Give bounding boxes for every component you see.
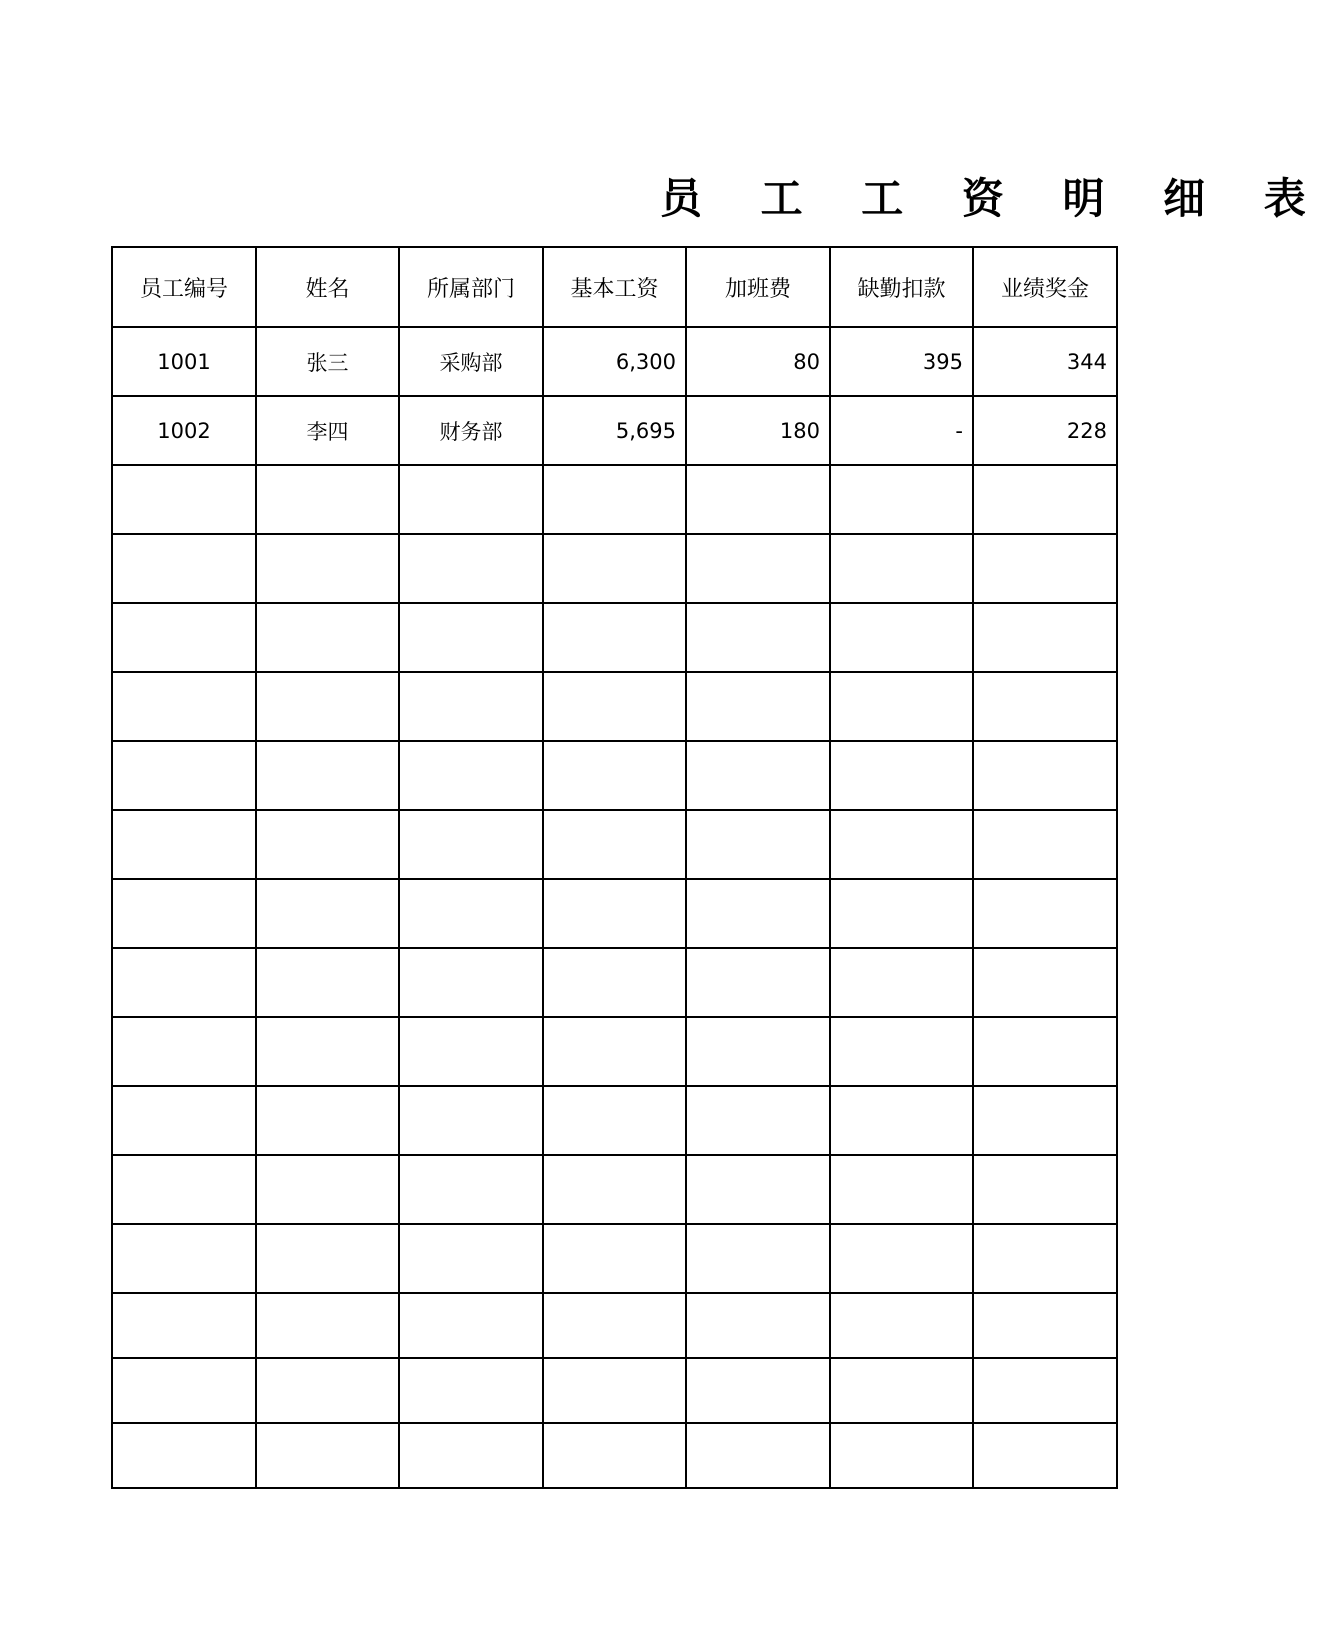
empty-cell <box>973 603 1117 672</box>
empty-cell <box>686 534 830 603</box>
empty-cell <box>256 603 399 672</box>
empty-cell <box>830 603 973 672</box>
empty-cell <box>256 1358 399 1423</box>
empty-cell <box>112 1086 256 1155</box>
empty-cell <box>973 534 1117 603</box>
cell-performance-bonus: 344 <box>973 327 1117 396</box>
empty-cell <box>543 534 686 603</box>
empty-cell <box>399 672 543 741</box>
empty-cell <box>256 534 399 603</box>
empty-cell <box>543 672 686 741</box>
empty-cell <box>256 810 399 879</box>
empty-cell <box>830 1293 973 1358</box>
cell-overtime-pay: 80 <box>686 327 830 396</box>
empty-cell <box>256 1017 399 1086</box>
empty-cell <box>399 1423 543 1488</box>
empty-cell <box>830 1224 973 1293</box>
empty-cell <box>973 465 1117 534</box>
empty-cell <box>973 1224 1117 1293</box>
header-employee-id: 员工编号 <box>112 247 256 327</box>
salary-table-body <box>112 247 1117 1488</box>
empty-cell <box>973 810 1117 879</box>
cell-department: 财务部 <box>399 396 543 465</box>
empty-cell <box>686 1017 830 1086</box>
empty-cell <box>686 879 830 948</box>
empty-cell <box>973 741 1117 810</box>
cell-absence-deduction: 395 <box>830 327 973 396</box>
empty-cell <box>399 1017 543 1086</box>
empty-cell <box>543 1358 686 1423</box>
empty-table-row <box>112 1293 1117 1358</box>
empty-cell <box>686 1086 830 1155</box>
empty-cell <box>256 465 399 534</box>
empty-table-row <box>112 603 1117 672</box>
empty-cell <box>973 1293 1117 1358</box>
empty-cell <box>973 1017 1117 1086</box>
empty-cell <box>112 1017 256 1086</box>
empty-table-row <box>112 672 1117 741</box>
empty-cell <box>830 1358 973 1423</box>
cell-base-salary: 5,695 <box>543 396 686 465</box>
empty-cell <box>686 1293 830 1358</box>
empty-cell <box>686 810 830 879</box>
empty-cell <box>112 534 256 603</box>
empty-cell <box>543 1017 686 1086</box>
empty-cell <box>973 879 1117 948</box>
empty-table-row <box>112 1017 1117 1086</box>
empty-cell <box>399 534 543 603</box>
empty-cell <box>256 879 399 948</box>
empty-cell <box>686 1423 830 1488</box>
empty-table-row <box>112 465 1117 534</box>
title-clip <box>660 168 1328 238</box>
empty-cell <box>112 810 256 879</box>
empty-cell <box>112 1358 256 1423</box>
header-row <box>112 247 1117 327</box>
table-row <box>112 327 1117 396</box>
empty-table-row <box>112 1423 1117 1488</box>
empty-cell <box>543 1293 686 1358</box>
empty-cell <box>112 948 256 1017</box>
empty-cell <box>973 1086 1117 1155</box>
empty-table-row <box>112 741 1117 810</box>
empty-cell <box>830 1017 973 1086</box>
empty-cell <box>830 1423 973 1488</box>
empty-cell <box>112 879 256 948</box>
empty-cell <box>973 1358 1117 1423</box>
empty-cell <box>973 948 1117 1017</box>
empty-cell <box>973 1155 1117 1224</box>
empty-cell <box>543 879 686 948</box>
empty-cell <box>112 1293 256 1358</box>
empty-cell <box>830 465 973 534</box>
empty-cell <box>256 1224 399 1293</box>
empty-cell <box>973 1423 1117 1488</box>
empty-cell <box>112 741 256 810</box>
empty-cell <box>112 465 256 534</box>
table-row <box>112 396 1117 465</box>
empty-cell <box>256 1423 399 1488</box>
empty-cell <box>256 741 399 810</box>
empty-cell <box>256 948 399 1017</box>
cell-name: 张三 <box>256 327 399 396</box>
empty-cell <box>112 1155 256 1224</box>
empty-cell <box>830 534 973 603</box>
empty-cell <box>112 603 256 672</box>
empty-table-row <box>112 1155 1117 1224</box>
cell-employee-id: 1002 <box>112 396 256 465</box>
empty-cell <box>686 741 830 810</box>
empty-cell <box>830 1086 973 1155</box>
header-base-salary: 基本工资 <box>543 247 686 327</box>
empty-cell <box>543 1086 686 1155</box>
empty-cell <box>686 672 830 741</box>
empty-table-row <box>112 1224 1117 1293</box>
empty-cell <box>973 672 1117 741</box>
empty-table-row <box>112 534 1117 603</box>
cell-absence-deduction: - <box>830 396 973 465</box>
empty-table-row <box>112 810 1117 879</box>
empty-cell <box>399 465 543 534</box>
empty-cell <box>399 810 543 879</box>
empty-cell <box>686 1358 830 1423</box>
empty-cell <box>686 1155 830 1224</box>
empty-cell <box>543 741 686 810</box>
empty-cell <box>830 810 973 879</box>
empty-cell <box>686 1224 830 1293</box>
empty-cell <box>830 741 973 810</box>
empty-cell <box>256 1155 399 1224</box>
empty-cell <box>686 603 830 672</box>
empty-cell <box>830 879 973 948</box>
salary-table <box>111 246 1118 1489</box>
empty-cell <box>256 672 399 741</box>
empty-cell <box>399 1293 543 1358</box>
empty-cell <box>399 1155 543 1224</box>
cell-employee-id: 1001 <box>112 327 256 396</box>
empty-cell <box>256 1293 399 1358</box>
empty-cell <box>543 948 686 1017</box>
empty-cell <box>399 948 543 1017</box>
header-overtime-pay: 加班费 <box>686 247 830 327</box>
empty-cell <box>686 465 830 534</box>
header-department: 所属部门 <box>399 247 543 327</box>
page-title: 员 工 工 资 明 细 表 <box>660 174 1328 223</box>
empty-cell <box>686 948 830 1017</box>
empty-cell <box>543 810 686 879</box>
header-performance-bonus: 业绩奖金 <box>973 247 1117 327</box>
empty-table-row <box>112 948 1117 1017</box>
empty-cell <box>543 465 686 534</box>
empty-cell <box>399 1224 543 1293</box>
header-name: 姓名 <box>256 247 399 327</box>
empty-cell <box>543 1423 686 1488</box>
empty-cell <box>543 1155 686 1224</box>
empty-cell <box>112 1224 256 1293</box>
empty-cell <box>399 1086 543 1155</box>
empty-cell <box>399 603 543 672</box>
empty-cell <box>543 1224 686 1293</box>
empty-table-row <box>112 1358 1117 1423</box>
cell-name: 李四 <box>256 396 399 465</box>
cell-department: 采购部 <box>399 327 543 396</box>
cell-performance-bonus: 228 <box>973 396 1117 465</box>
cell-base-salary: 6,300 <box>543 327 686 396</box>
empty-cell <box>543 603 686 672</box>
cell-overtime-pay: 180 <box>686 396 830 465</box>
empty-cell <box>256 1086 399 1155</box>
empty-cell <box>399 1358 543 1423</box>
empty-table-row <box>112 1086 1117 1155</box>
empty-cell <box>830 1155 973 1224</box>
empty-cell <box>112 672 256 741</box>
empty-cell <box>830 672 973 741</box>
empty-cell <box>399 741 543 810</box>
header-absence-deduction: 缺勤扣款 <box>830 247 973 327</box>
empty-cell <box>399 879 543 948</box>
empty-cell <box>112 1423 256 1488</box>
empty-table-row <box>112 879 1117 948</box>
empty-cell <box>830 948 973 1017</box>
